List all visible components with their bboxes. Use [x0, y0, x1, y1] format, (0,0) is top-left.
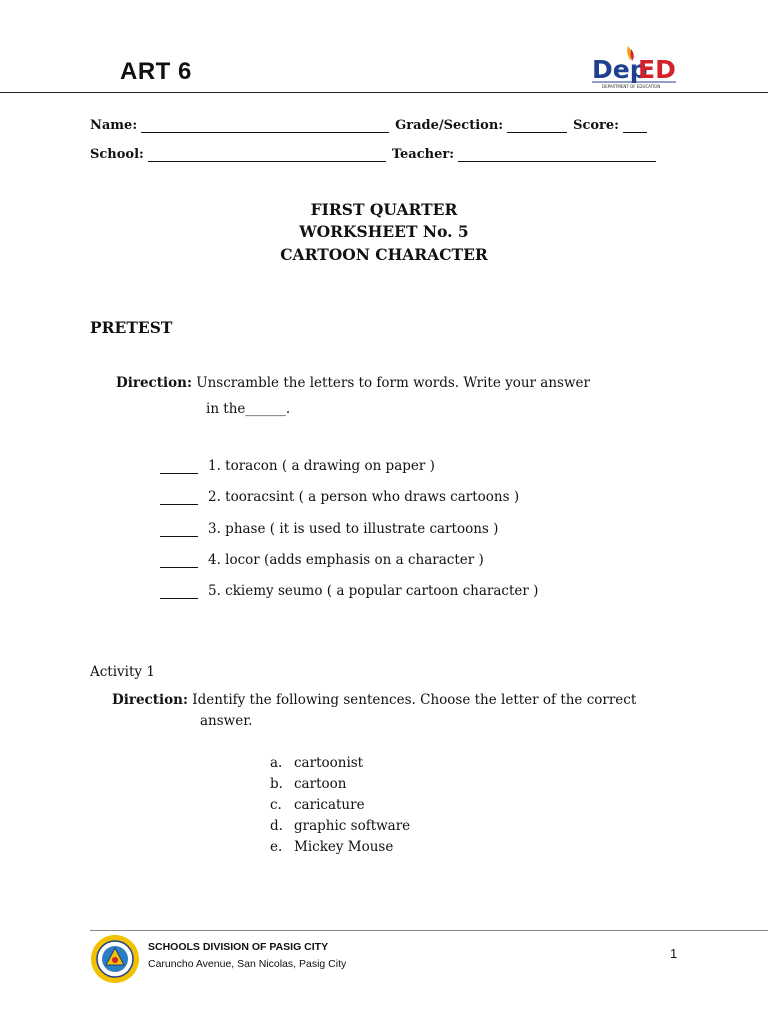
teacher-blank[interactable]: [458, 149, 656, 162]
quarter-title: FIRST QUARTER: [310, 200, 458, 219]
choice-letter: e.: [270, 839, 283, 855]
choice-text: cartoon: [294, 776, 347, 792]
score-blank[interactable]: [623, 120, 647, 133]
pretest-item-text: 2. tooracsint ( a person who draws cartoons ): [208, 489, 520, 505]
activity1-heading: Activity 1: [90, 664, 155, 680]
grade-section-label: Grade/Section:: [395, 118, 504, 133]
division-seal-icon: [90, 934, 140, 984]
choice-letter: d.: [270, 818, 283, 834]
teacher-label: Teacher:: [391, 147, 455, 162]
footer-org: SCHOOLS DIVISION OF PASIG CITY: [148, 941, 329, 953]
footer-address: Caruncho Avenue, San Nicolas, Pasig City: [148, 958, 347, 970]
choice-option: [270, 797, 365, 813]
activity1-direction-text: Identify the following sentences. Choose the letter of the correct: [192, 692, 637, 708]
name-label: Name:: [90, 118, 138, 133]
choice-letter: a.: [270, 755, 283, 771]
activity1-direction-label: Direction:: [112, 692, 188, 708]
answer-blank[interactable]: [160, 586, 198, 599]
choice-option: [270, 776, 346, 792]
topic-title: CARTOON CHARACTER: [280, 245, 488, 264]
header-divider: [0, 92, 768, 93]
choice-option: [270, 818, 410, 834]
choice-text: Mickey Mouse: [294, 839, 394, 855]
school-blank[interactable]: [148, 149, 386, 162]
answer-blank[interactable]: [160, 524, 198, 537]
pretest-item: [160, 521, 498, 537]
worksheet-title: WORKSHEET No. 5: [299, 222, 469, 241]
choice-text: cartoonist: [294, 755, 364, 771]
svg-text:ED: ED: [638, 55, 676, 84]
score-label: Score:: [573, 118, 619, 133]
activity1-direction-cont: answer.: [200, 713, 253, 729]
pretest-item-text: 3. phase ( it is used to illustrate cartoons ): [208, 521, 499, 537]
answer-blank[interactable]: [160, 461, 198, 474]
activity1-direction: [112, 692, 636, 708]
answer-blank[interactable]: [160, 492, 198, 505]
school-label: School:: [90, 147, 144, 162]
pretest-item-text: 5. ckiemy seumo ( a popular cartoon character ): [208, 583, 539, 599]
pretest-heading: PRETEST: [90, 318, 173, 337]
choice-option: [270, 755, 363, 771]
footer-divider: [90, 930, 768, 931]
page-number: 1: [670, 946, 678, 961]
choice-text: caricature: [294, 797, 365, 813]
field-row-1: [90, 118, 653, 133]
grade-section-blank[interactable]: [507, 120, 567, 133]
choice-option: [270, 839, 393, 855]
subject-title: ART 6: [120, 58, 192, 85]
deped-logo: [590, 42, 680, 92]
pretest-item-text: 4. locor (adds emphasis on a character ): [208, 552, 484, 568]
answer-blank[interactable]: [160, 555, 198, 568]
svg-text:Dep: Dep: [592, 55, 648, 84]
pretest-item-text: 1. toracon ( a drawing on paper ): [208, 458, 435, 474]
choice-letter: c.: [270, 797, 282, 813]
pretest-direction-label: Direction:: [116, 375, 192, 391]
pretest-direction: [116, 375, 590, 391]
pretest-item: [160, 458, 435, 474]
pretest-item: [160, 552, 484, 568]
pretest-direction-cont: in the______.: [206, 401, 291, 417]
name-blank[interactable]: [141, 120, 389, 133]
pretest-direction-text: Unscramble the letters to form words. Write your answer: [196, 375, 590, 391]
field-row-2: [90, 147, 662, 162]
pretest-item: [160, 489, 519, 505]
choice-text: graphic software: [294, 818, 411, 834]
pretest-item: [160, 583, 538, 599]
choice-letter: b.: [270, 776, 283, 792]
svg-text:DEPARTMENT OF EDUCATION: DEPARTMENT OF EDUCATION: [602, 84, 661, 89]
